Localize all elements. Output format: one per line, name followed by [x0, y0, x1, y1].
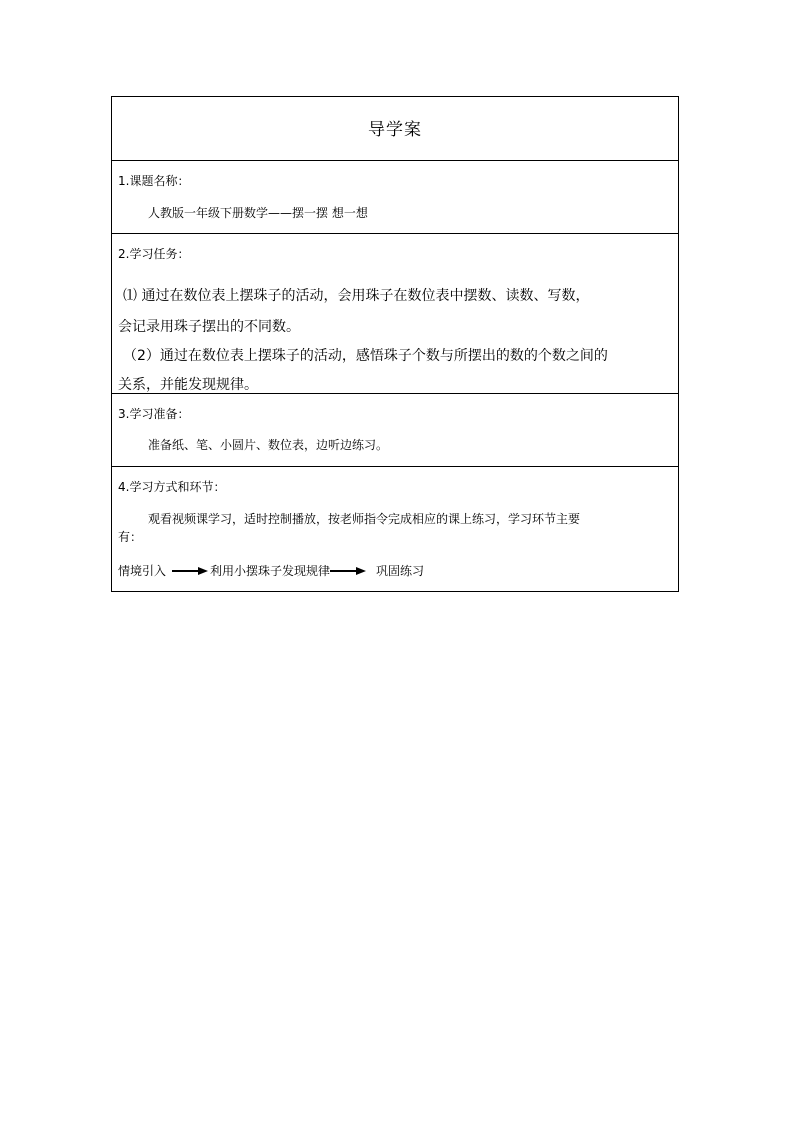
preparation-text: 准备纸、笔、小圆片、数位表，边听边练习。 [148, 438, 389, 452]
page-title: 导学案 [368, 120, 422, 140]
course-name-heading: 1.课题名称： [118, 174, 190, 188]
preparation-heading: 3.学习准备： [118, 407, 190, 421]
learning-method-text-line-2: 有： [118, 530, 143, 544]
learning-tasks-section [112, 233, 678, 393]
flow-step-3: 巩固练习 [376, 564, 425, 578]
flow-step-1: 情境引入 [118, 564, 167, 578]
task-item-1-line-1: ⑴ 通过在数位表上摆珠子的活动，会用珠子在数位表中摆数、读数、写数， [123, 288, 590, 304]
learning-flow [118, 562, 424, 579]
learning-method-text-line-1: 观看视频课学习，适时控制播放，按老师指令完成相应的课上练习，学习环节主要 [148, 512, 581, 526]
course-name-text: 人教版一年级下册数学——摆一摆 想一想 [148, 206, 368, 220]
right-arrow-icon [330, 566, 366, 576]
task-item-1-line-2: 会记录用珠子摆出的不同数。 [118, 319, 300, 335]
task-item-2-line-1: （2）通过在数位表上摆珠子的活动，感悟珠子个数与所摆出的数的个数之间的 [123, 348, 608, 364]
learning-method-heading: 4.学习方式和环节： [118, 480, 226, 494]
flow-step-2: 利用小摆珠子发现规律 [210, 564, 331, 578]
course-name-section [112, 160, 678, 233]
learning-tasks-heading: 2.学习任务： [118, 247, 190, 261]
preparation-section [112, 393, 678, 466]
task-item-2-line-2: 关系，并能发现规律。 [118, 377, 258, 393]
title-row [112, 97, 678, 160]
study-guide-table [111, 96, 679, 592]
right-arrow-icon [172, 566, 208, 576]
learning-method-section [112, 466, 678, 591]
